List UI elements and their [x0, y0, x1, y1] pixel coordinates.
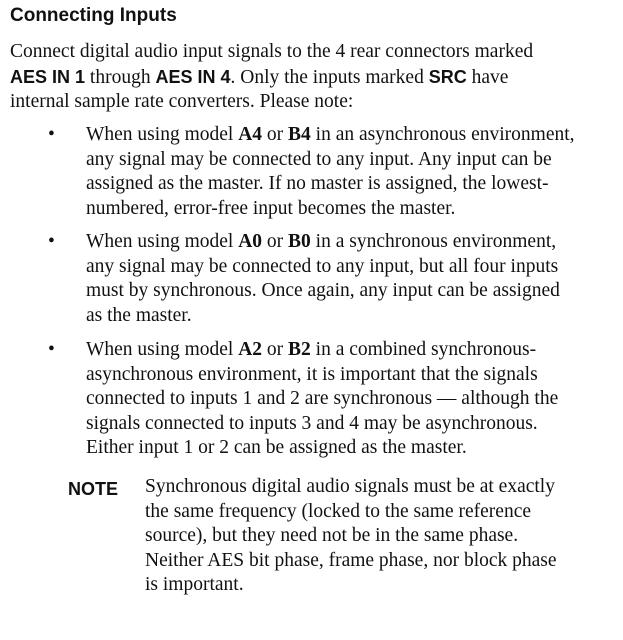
bullet-text: [86, 338, 611, 461]
connector-label-aes-in-1: AES IN 1: [10, 66, 86, 87]
bullet-line: any signal may be connected to any input. Any input can be: [86, 148, 552, 170]
section-heading: Connecting Inputs: [10, 5, 177, 26]
bullet-line: signals connected to inputs 3 and 4 may be asynchronous.: [86, 412, 538, 434]
model-name: A0: [238, 231, 263, 252]
model-name: A4: [238, 124, 263, 145]
bullet-text-span: When using model: [86, 339, 239, 360]
intro-text: Connect digital audio input signals to the 4 rear connectors marked: [10, 41, 534, 62]
note-label: NOTE: [68, 479, 119, 499]
src-label: SRC: [428, 66, 467, 87]
bullet-line: as the master.: [86, 304, 192, 326]
note-line: Neither AES bit phase, frame phase, nor block phase: [145, 549, 557, 571]
bullet-line: asynchronous environment, it is important that the signals: [86, 363, 538, 385]
model-name: B4: [288, 124, 311, 145]
intro-paragraph: [10, 40, 610, 115]
note-text: [145, 475, 605, 598]
connector-label-aes-in-4: AES IN 4: [155, 66, 231, 87]
intro-text: internal sample rate converters. Please note:: [10, 91, 354, 112]
model-name: B2: [288, 339, 311, 360]
bullet-line: assigned as the master. If no master is assigned, the lowest-: [86, 173, 549, 194]
bullet-icon: •: [48, 124, 55, 145]
bullet-line: Either input 1 or 2 can be assigned as the master.: [86, 437, 467, 458]
bullet-line: must by synchronous. Once again, any input can be assigned: [86, 280, 560, 301]
intro-text: . Only the inputs marked: [230, 66, 429, 88]
bullet-line: connected to inputs 1 and 2 are synchronous — although the: [86, 388, 559, 409]
bullet-text: [86, 230, 611, 328]
note-line: is important.: [145, 574, 244, 595]
bullet-line: numbered, error-free input becomes the master.: [86, 197, 456, 219]
note-line: source), but they need not be in the same phase.: [145, 525, 519, 546]
note-line: Synchronous digital audio signals must be at exactly: [145, 476, 555, 497]
intro-line-2: [10, 65, 610, 91]
bullet-text-span: in a synchronous environment,: [310, 231, 557, 252]
model-name: A2: [238, 339, 263, 360]
bullet-line: [86, 338, 611, 363]
model-name: B0: [288, 231, 311, 252]
intro-line-3: [10, 90, 610, 115]
bullet-line: any signal may be connected to any input, but all four inputs: [86, 255, 559, 277]
bullet-text-span: in a combined synchronous-: [310, 339, 537, 360]
bullet-line: [86, 123, 611, 148]
bullet-text-span: or: [262, 339, 289, 360]
bullet-icon: •: [48, 339, 55, 360]
bullet-text-span: When using model: [86, 231, 239, 252]
bullet-text-span: or: [262, 124, 289, 145]
bullet-line: [86, 230, 611, 255]
bullet-text-span: in an asynchronous environment,: [310, 124, 575, 145]
bullet-text-span: When using model: [86, 124, 239, 145]
bullet-text: [86, 123, 611, 221]
bullet-text-span: or: [262, 231, 289, 252]
intro-text: have: [466, 66, 509, 88]
intro-line-1: [10, 40, 610, 65]
note-line: the same frequency (locked to the same reference: [145, 500, 532, 522]
intro-text: through: [85, 66, 156, 88]
bullet-icon: •: [48, 231, 55, 252]
